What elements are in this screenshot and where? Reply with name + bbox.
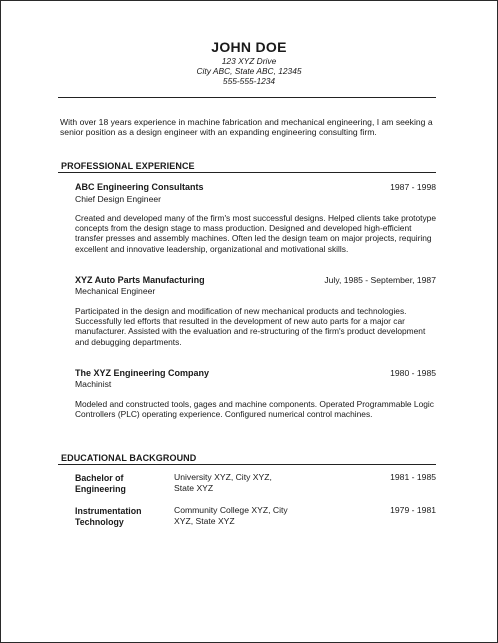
job-company: XYZ Auto Parts Manufacturing [75,275,205,285]
job-description: Participated in the design and modification of new mechanical products and technologies. Successfully led efforts that resulted in the development of new auto parts for a major car manufacturer. Assisted with the evaluation and re-structuring of the firm's product development and debugging departments. [75,306,426,347]
school-line: XYZ, State XYZ [174,515,235,526]
job-role: Machinist [75,379,112,389]
job-description: Modeled and constructed tools, gages and machine components. Operated Programmable Logic Controllers (PLC) operating experience. Configured numerical control machines. [75,399,434,420]
job-company: The XYZ Engineering Company [75,368,210,378]
school-line: Community College XYZ, City [174,505,288,515]
degree-line: Bachelor of [75,473,124,483]
education-school [174,505,309,526]
degree-line: Engineering [75,484,126,494]
school-line: State XYZ [174,482,214,493]
job-dates: 1987 - 1998 [390,182,436,192]
job-company: ABC Engineering Consultants [75,182,204,192]
education-dates: 1981 - 1985 [390,472,436,482]
education-school [174,472,309,493]
job-description: Created and developed many of the firm's most successful designs. Helped clients take prototype concepts from the design stage to mass production. Designed and developed high-efficient transfer presses and assembly machines. Often led the design team on major projects, requiring excellent and innovative leadership, organizational and motivational skills. [75,213,436,254]
education-degree [75,473,165,495]
job-dates: 1980 - 1985 [390,368,436,378]
street-address: 123 XYZ Drive [221,56,277,66]
resume-name: JOHN DOE [211,39,287,55]
objective-text: With over 18 years experience in machine fabrication and mechanical engineering, I am seeking a senior position as a design engineer with an expanding engineering consulting firm. [60,117,433,138]
education-dates: 1979 - 1981 [390,505,436,515]
job-role: Chief Design Engineer [75,194,161,204]
job-dates: July, 1985 - September, 1987 [324,275,436,285]
degree-line: Technology [75,517,124,527]
school-line: University XYZ, City XYZ, [174,472,272,482]
header-divider [58,97,436,98]
section-heading-experience: PROFESSIONAL EXPERIENCE [61,161,195,171]
phone-number: 555-555-1234 [222,76,276,86]
education-degree [75,506,165,528]
job-role: Mechanical Engineer [75,286,156,296]
city-state-zip: City ABC, State ABC, 12345 [196,66,302,76]
experience-divider [58,172,436,173]
section-heading-education: EDUCATIONAL BACKGROUND [61,453,197,463]
education-divider [58,464,436,465]
degree-line: Instrumentation [75,506,142,516]
